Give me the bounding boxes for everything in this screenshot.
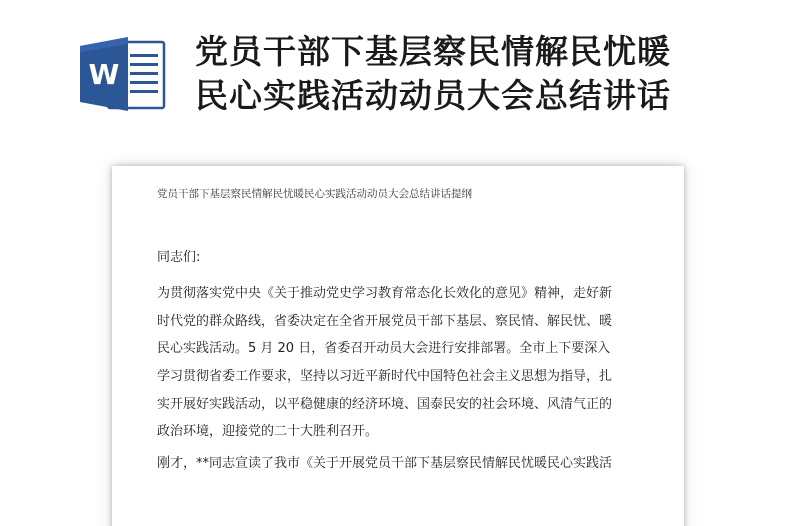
paragraph-line: 政治环境，迎接党的二十大胜利召开。 — [157, 424, 379, 440]
paragraph-line: 为贯彻落实党中央《关于推动党史学习教育常态化长效化的意见》精神，走好新 — [157, 286, 613, 301]
paragraph-line: 实开展好实践活动，以平稳健康的经济环境、国泰民安的社会环境、风清气正的 — [157, 396, 613, 412]
title-line-1: 党员干部下基层察民情解民忧暖 — [195, 32, 671, 71]
title-line-2: 民心实践活动动员大会总结讲话 — [195, 76, 671, 115]
paragraph-line: 时代党的群众路线，省委决定在全省开展党员干部下基层、察民情、解民忧、暖 — [157, 313, 613, 329]
paragraph-line: 刚才，**同志宣读了我市《关于开展党员干部下基层察民情解民忧暖民心实践活 — [157, 456, 613, 472]
paragraph-2 — [157, 450, 657, 478]
page-title — [195, 30, 785, 118]
header — [0, 0, 800, 150]
salutation: 同志们: — [157, 250, 201, 265]
logo-letter: W — [88, 58, 120, 91]
document-body — [157, 244, 657, 478]
paragraph-line: 学习贯彻省委工作要求，坚持以习近平新时代中国特色社会主义思想为指导，扎 — [157, 369, 613, 385]
paragraph-line: 民心实践活动。5 月 20 日，省委召开动员大会进行安排部署。全市上下要深入 — [157, 341, 611, 357]
document-page — [112, 166, 684, 526]
document-heading: 党员干部下基层察民情解民忧暖民心实践活动动员大会总结讲话提纲 — [157, 188, 472, 200]
word-document-icon — [78, 34, 168, 114]
paragraph-1 — [157, 280, 657, 446]
